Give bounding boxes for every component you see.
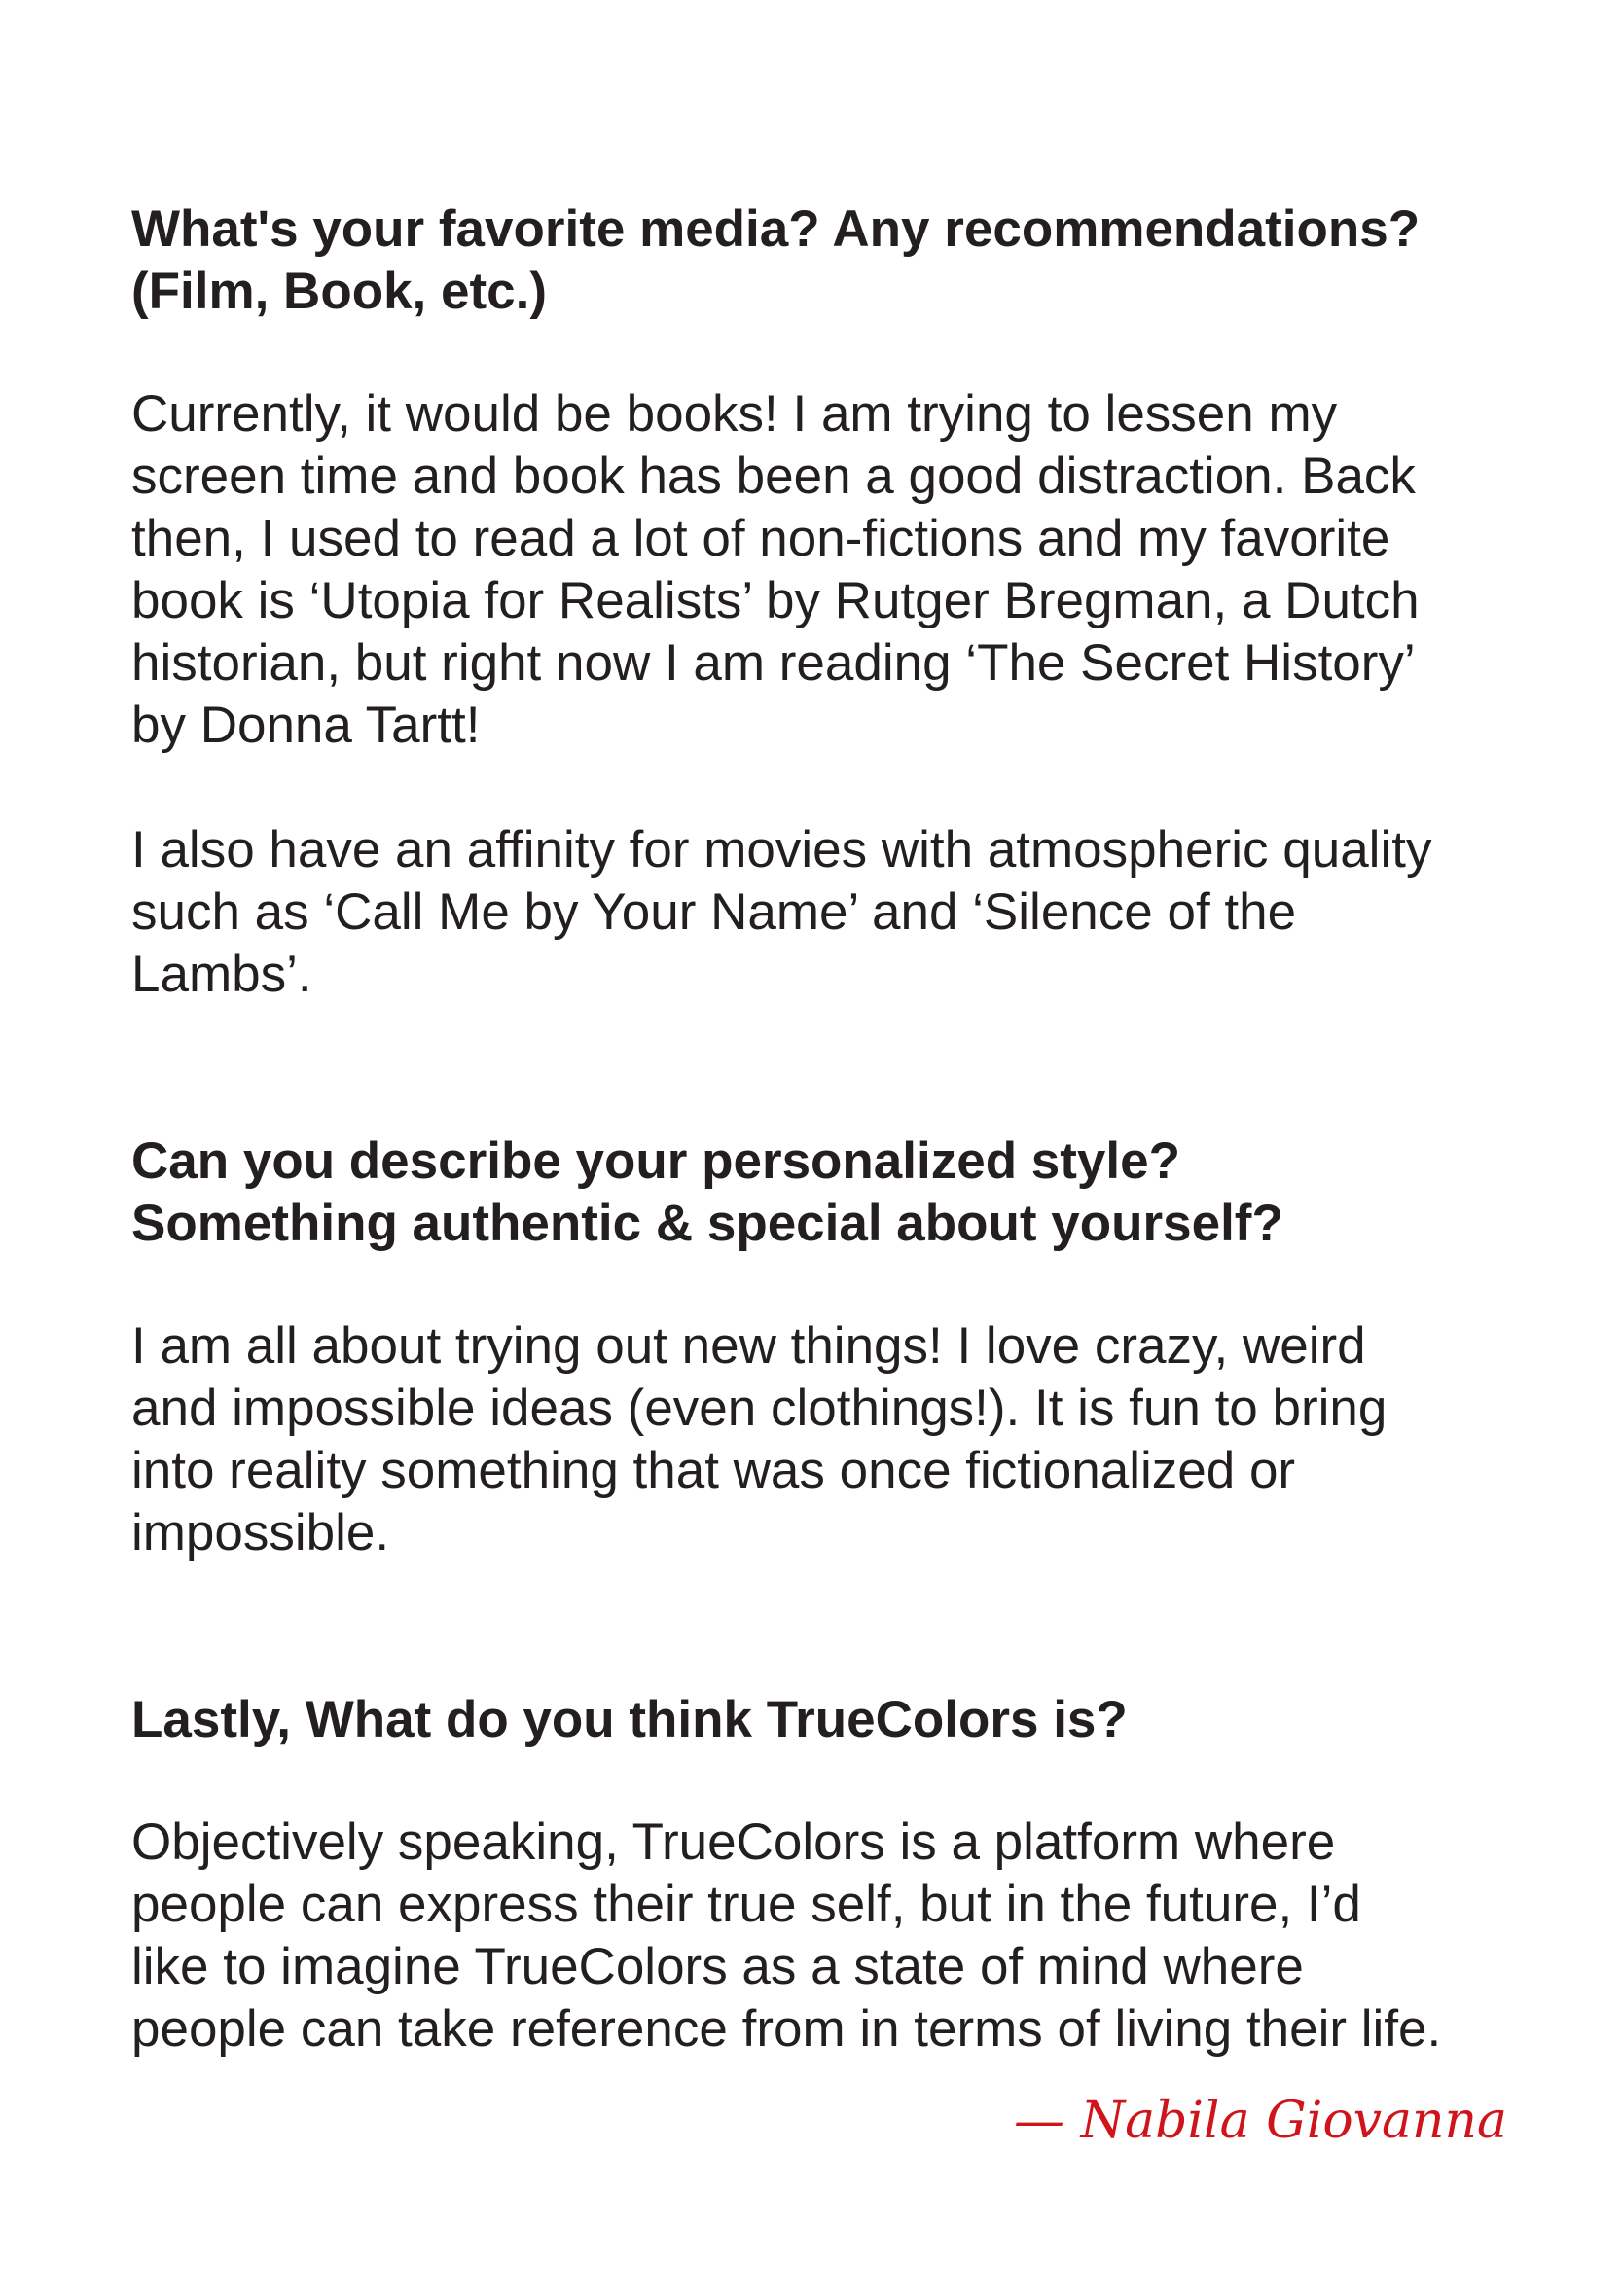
- question-heading: [131, 1130, 1532, 1255]
- question-line: Lastly, What do you think TrueColors is?: [131, 1691, 1128, 1748]
- answer-line: and impossible ideas (even clothings!). It is fun to bring: [131, 1380, 1388, 1437]
- section-favorite-media: [131, 198, 1532, 323]
- author-signature: — Nabila Giovanna: [1014, 2092, 1507, 2150]
- answer-line: by Donna Tartt!: [131, 697, 481, 754]
- answer-paragraph: [131, 819, 1532, 1006]
- answer-paragraph: [131, 1315, 1532, 1564]
- answer-line: historian, but right now I am reading ‘The Secret History’: [131, 634, 1416, 692]
- answer-line: I also have an affinity for movies with atmospheric quality: [131, 821, 1432, 879]
- answer-line: Lambs’.: [131, 946, 312, 1003]
- answer-line: then, I used to read a lot of non-fictions and my favorite: [131, 510, 1390, 567]
- question-heading: [131, 1689, 1532, 1751]
- answer-paragraph: [131, 1812, 1532, 2061]
- section-personal-style: [131, 1130, 1532, 1255]
- answer-line: into reality something that was once fictionalized or: [131, 1442, 1296, 1499]
- question-line: Something authentic & special about yourself?: [131, 1195, 1283, 1252]
- answer-line: Objectively speaking, TrueColors is a platform where: [131, 1813, 1336, 1871]
- answer-line: Currently, it would be books! I am trying to lessen my: [131, 385, 1338, 443]
- answer-line: impossible.: [131, 1504, 390, 1561]
- answer-line: book is ‘Utopia for Realists’ by Rutger Bregman, a Dutch: [131, 572, 1420, 629]
- section-truecolors: [131, 1689, 1532, 1751]
- answer-line: screen time and book has been a good distraction. Back: [131, 448, 1416, 505]
- answer-line: people can take reference from in terms of living their life.: [131, 2000, 1442, 2058]
- answer-paragraph: [131, 383, 1532, 757]
- answer-line: people can express their true self, but in the future, I’d: [131, 1876, 1361, 1933]
- answer-line: such as ‘Call Me by Your Name’ and ‘Silence of the: [131, 883, 1297, 941]
- question-line: (Film, Book, etc.): [131, 263, 547, 320]
- question-heading: [131, 198, 1532, 323]
- answer-line: like to imagine TrueColors as a state of mind where: [131, 1938, 1304, 1995]
- question-line: What's your favorite media? Any recommendations?: [131, 200, 1421, 258]
- question-line: Can you describe your personalized style?: [131, 1132, 1180, 1190]
- answer-line: I am all about trying out new things! I love crazy, weird: [131, 1317, 1366, 1375]
